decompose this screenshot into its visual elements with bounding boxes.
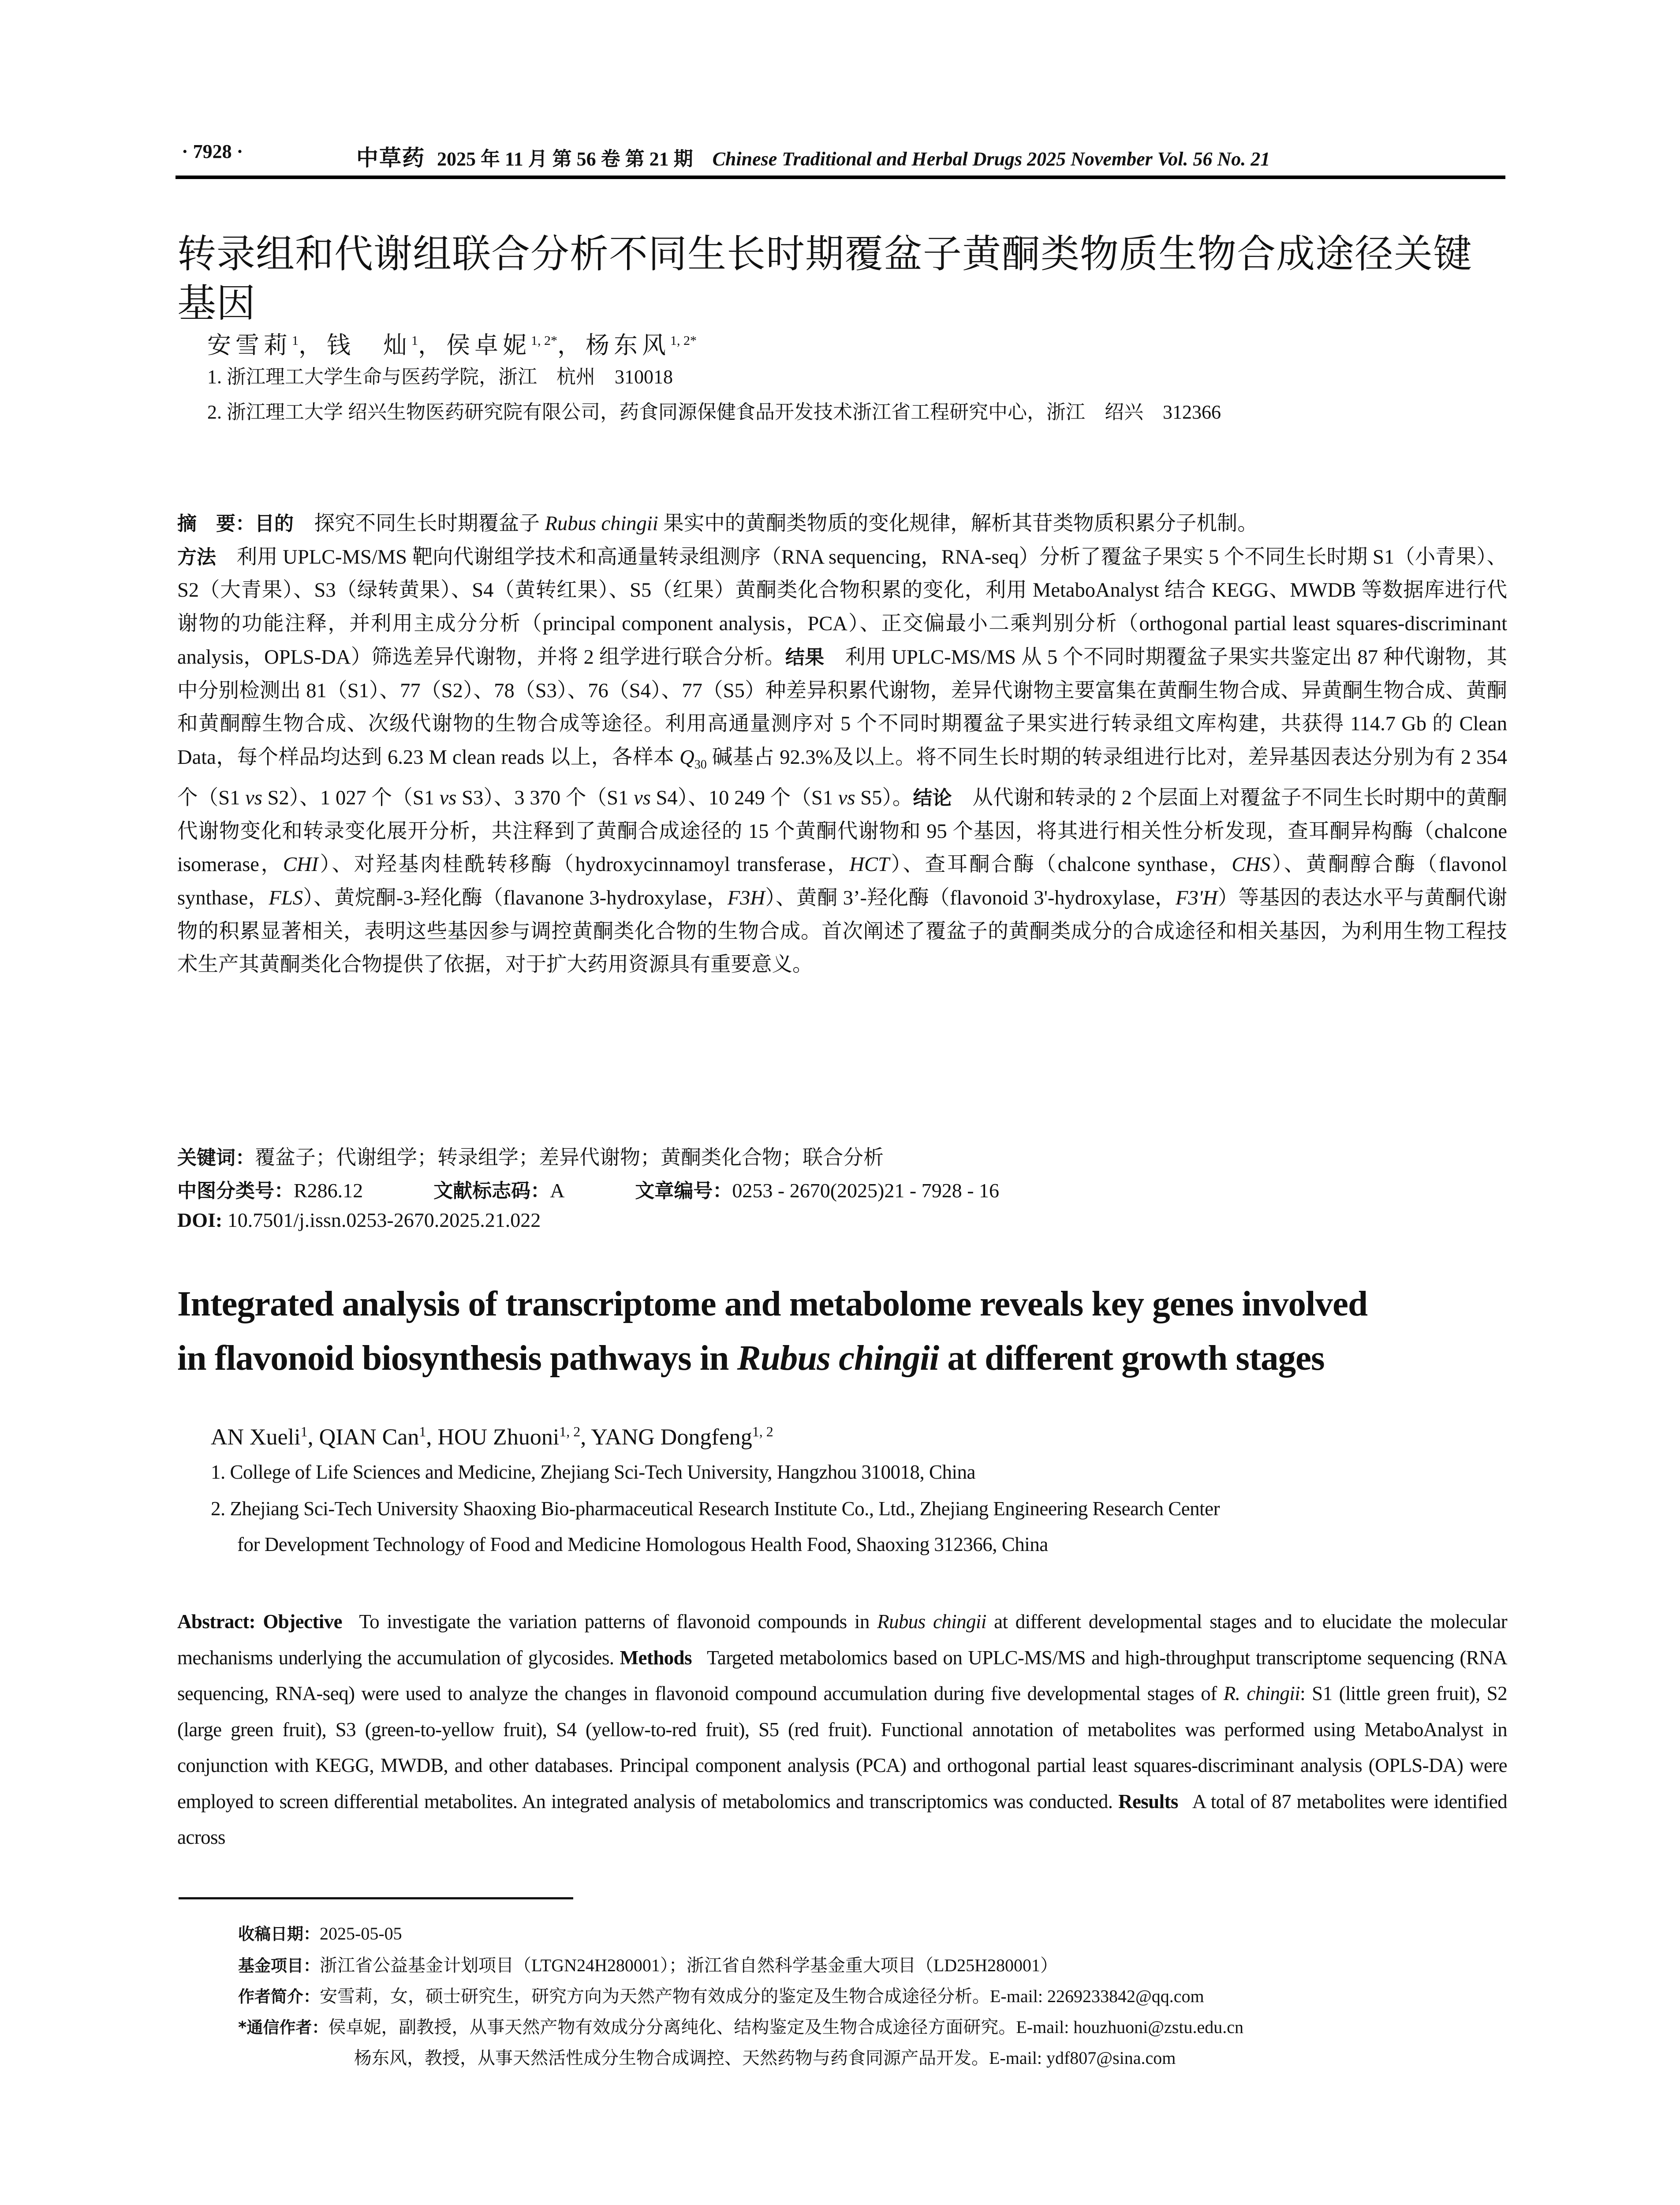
- doc-code-label: 文献标志码：: [433, 1180, 550, 1202]
- doi-label: DOI:: [177, 1209, 223, 1231]
- doi-value[interactable]: 10.7501/j.issn.0253-2670.2025.21.022: [227, 1209, 541, 1231]
- results-text: S5）。: [855, 786, 913, 809]
- journal-logo: 中草药: [356, 145, 425, 171]
- methods-en-text: Targeted metabolomics based on UPLC-MS/MS and high-throughput transcriptome sequencing (RNA sequencing, RNA-seq) were used to analyze the changes in flavonoid compound accumulation during five developmental stages of: [177, 1646, 1507, 1704]
- keywords-label: 关键词：: [177, 1147, 255, 1169]
- abstract-en-label: Abstract: Objective: [177, 1611, 342, 1633]
- author-name: 安雪莉: [207, 332, 292, 359]
- running-header: [175, 140, 1505, 171]
- abstract-cn: [177, 507, 1507, 982]
- fund-label: 基金项目：: [238, 1956, 320, 1975]
- clc-label: 中图分类号：: [177, 1180, 294, 1202]
- title-en-line: at different growth stages: [939, 1338, 1325, 1378]
- author-name: AN Xueli: [211, 1424, 301, 1450]
- affiliation-cn-2: 2. 浙江理工大学 绍兴生物医药研究院有限公司，药食同源保健食品开发技术浙江省工程研究中心，浙江 绍兴 312366: [207, 401, 1221, 423]
- fund-value: 浙江省公益基金计划项目（LTGN24H280001）；浙江省自然科学基金重大项目（LD25H280001）: [320, 1955, 1058, 1975]
- author-affiliation-mark: 1, 2: [752, 1424, 773, 1439]
- q30-symbol: Q: [679, 746, 694, 769]
- gene-symbol: HCT: [849, 853, 889, 876]
- species-name-short: R. chingii: [1223, 1682, 1300, 1704]
- bio-label: 作者简介：: [238, 1987, 320, 2006]
- bio-value: 安雪莉，女，硕士研究生，研究方向为天然产物有效成分的鉴定及生物合成途径分析。E-mail: 2269233842@qq.com: [320, 1986, 1204, 2006]
- results-text: S4）、10 249 个（S1: [650, 786, 838, 809]
- affiliation-cn-1: 1. 浙江理工大学生命与医药学院，浙江 杭州 310018: [207, 366, 673, 388]
- results-en-text: A total of 87 metabolites were identified across: [177, 1790, 1508, 1848]
- keywords-value: 覆盆子；代谢组学；转录组学；差异代谢物；黄酮类化合物；联合分析: [255, 1146, 884, 1169]
- results-text: S3）、3 370 个（S1: [456, 786, 634, 809]
- fund-info: [238, 1951, 1058, 1977]
- corr-value-1: 侯卓妮，副教授，从事天然产物有效成分分离纯化、结构鉴定及生物合成途径方面研究。E-mail: houzhuoni@zstu.edu.cn: [328, 2017, 1243, 2037]
- methods-en-label: Methods: [620, 1646, 692, 1669]
- objective-text: 探究不同生长时期覆盆子: [314, 512, 540, 535]
- author-name: QIAN Can: [319, 1424, 419, 1450]
- author-separator: ，: [299, 332, 327, 359]
- author-separator: ，: [418, 332, 446, 359]
- received-value: 2025-05-05: [320, 1924, 402, 1943]
- footnote-rule: [179, 1897, 573, 1899]
- author-affiliation-mark: 1, 2: [559, 1424, 581, 1439]
- authors-cn: [207, 326, 697, 360]
- methods-en-text: : S1 (little green fruit), S2 (large green fruit), S3 (green-to-yellow fruit), S4 (yellow-to-red fruit), S5 (red fruit). Functional annotation of metabolites was performed using MetaboAnalyst in conjunction with KEGG, MWDB, and other databases. Principal component analysis (PCA) and orthogonal partial least squares-discriminant analysis (OPLS-DA) were employed to screen differential metabolites. An integrated analysis of metabolomics and transcriptomics was conducted.: [177, 1682, 1507, 1813]
- author-affiliation-mark: 1, 2*: [531, 333, 557, 348]
- gene-symbol: CHS: [1232, 853, 1271, 876]
- abstract-label: 摘 要：: [177, 512, 255, 535]
- species-name: Rubus chingii: [737, 1338, 939, 1378]
- results-en-label: Results: [1118, 1790, 1178, 1813]
- methods-label: 方法: [177, 546, 217, 568]
- objective-en-text: at different developmental stages and to elucidate the molecular mechanisms underlying the accumulation of glycosides.: [177, 1611, 1507, 1669]
- title-en-line: in flavonoid biosynthesis pathways in: [177, 1338, 737, 1378]
- journal-issue-en: Chinese Traditional and Herbal Drugs 2025 November Vol. 56 No. 21: [712, 148, 1270, 170]
- conclusion-text: ）等基因的表达水平与黄酮代谢物的积累显著相关，表明这些基因参与调控黄酮类化合物的生物合成。首次阐述了覆盆子的黄酮类成分的合成途径和相关基因，为利用生物工程技术生产其黄酮类化合物提供了依据，对于扩大药用资源具有重要意义。: [177, 887, 1508, 976]
- corresponding-author-2: 杨东风，教授，从事天然活性成分生物合成调控、天然药物与药食同源产品开发。E-mail: ydf807@sina.com: [354, 2048, 1176, 2068]
- corresponding-author: [238, 2013, 1243, 2038]
- gene-symbol: CHI: [283, 853, 318, 876]
- keywords: [177, 1141, 884, 1170]
- journal-issue-cn: 2025 年 11 月 第 56 卷 第 21 期: [437, 148, 693, 170]
- clc-value: R286.12: [294, 1179, 363, 1202]
- author-affiliation-mark: 1: [292, 333, 299, 348]
- author-separator: ，: [557, 332, 586, 359]
- classification-info: [177, 1175, 999, 1203]
- article-number-value: 0253 - 2670(2025)21 - 7928 - 16: [732, 1179, 1000, 1202]
- received-date: [238, 1921, 402, 1944]
- author-name: YANG Dongfeng: [591, 1424, 752, 1450]
- author-separator: ,: [307, 1424, 319, 1450]
- author-name: 钱 灿: [327, 332, 411, 359]
- results-label: 结果: [785, 646, 825, 669]
- species-name: Rubus chingii: [877, 1611, 986, 1633]
- species-name: Rubus chingii: [545, 512, 658, 535]
- vs-text: vs: [838, 786, 855, 809]
- objective-en-text: To investigate the variation patterns of flavonoid compounds in: [359, 1611, 877, 1633]
- doc-code-value: A: [550, 1179, 565, 1202]
- author-separator: ,: [426, 1424, 438, 1450]
- conclusion-text: ）、查耳酮合酶（chalcone synthase，: [889, 853, 1232, 876]
- journal-info: [356, 140, 1270, 172]
- gene-symbol: FLS: [269, 887, 303, 910]
- objective-label: 目的: [255, 512, 294, 535]
- vs-text: vs: [439, 786, 457, 809]
- author-name: 杨东风: [586, 332, 670, 359]
- objective-text: 果实中的黄酮类物质的变化规律，解析其苷类物质积累分子机制。: [663, 512, 1258, 535]
- author-separator: ,: [580, 1424, 591, 1450]
- conclusion-text: ）、黄烷酮-3-羟化酶（flavanone 3-hydroxylase，: [302, 887, 728, 910]
- vs-text: vs: [245, 786, 262, 809]
- q30-subscript: 30: [694, 758, 707, 772]
- author-name: HOU Zhuoni: [437, 1424, 560, 1450]
- results-text: 碱基占 92.3%及以上。将不同生长时期的转录组进行比对，差异基因表达分别为有 2 354 个（S1: [177, 746, 1507, 809]
- gene-symbol: F3'H: [1176, 887, 1218, 910]
- author-name: 侯卓妮: [446, 332, 531, 359]
- doi-line: [177, 1208, 541, 1232]
- author-bio: [238, 1982, 1204, 2007]
- gene-symbol: F3H: [727, 887, 765, 910]
- author-affiliation-mark: 1: [411, 333, 418, 348]
- article-title-cn: 转录组和代谢组联合分析不同生长时期覆盆子黄酮类物质生物合成途径关键基因: [177, 231, 1473, 326]
- title-en-line: Integrated analysis of transcriptome and metabolome reveals key genes involved: [177, 1284, 1368, 1323]
- conclusion-label: 结论: [913, 786, 952, 809]
- author-affiliation-mark: 1, 2*: [670, 333, 697, 348]
- corr-label: *通信作者：: [238, 2018, 329, 2037]
- affiliation-en-1: 1. College of Life Sciences and Medicine, Zhejiang Sci-Tech University, Hangzhou 310018, China: [211, 1461, 975, 1483]
- conclusion-text: ）、黄酮醇合酶（flavonol synthase，: [177, 853, 1507, 910]
- results-text: S2）、1 027 个（S1: [262, 786, 440, 809]
- author-affiliation-mark: 1: [300, 1424, 308, 1439]
- article-title-en: [177, 1277, 1518, 1385]
- methods-text: 利用 UPLC-MS/MS 靶向代谢组学技术和高通量转录组测序（RNA sequencing，RNA-seq）分析了覆盆子果实 5 个不同生长时期 S1（小青果）、S2（大青果）、S3（绿转黄果）、S4（黄转红果）、S5（红果）黄酮类化合物积累的变化，利用 MetaboAnalyst 结合 KEGG、MWDB 等数据库进行代谢物的功能注释，并利用主成分分析（principal component analysis，PCA）、正交偏最小二乘判别分析（orthogonal partial least squares-discriminant analysis，OPLS-DA）筛选差异代谢物，并将 2 组学进行联合分析。: [177, 546, 1508, 669]
- authors-en: [211, 1424, 773, 1450]
- conclusion-text: ）、黄酮 3’-羟化酶（flavonoid 3'-hydroxylase，: [765, 887, 1176, 910]
- affiliation-en-2-cont: for Development Technology of Food and Medicine Homologous Health Food, Shaoxing 312366, China: [237, 1533, 1048, 1555]
- affiliation-en-2: 2. Zhejiang Sci-Tech University Shaoxing Bio-pharmaceutical Research Institute Co., Ltd., Zhejiang Engineering Research Center: [211, 1498, 1220, 1520]
- received-label: 收稿日期：: [238, 1925, 320, 1943]
- page-number: · 7928 ·: [182, 141, 243, 162]
- conclusion-text: 从代谢和转录的 2 个层面上对覆盆子不同生长时期中的黄酮代谢物变化和转录变化展开分析，共注释到了黄酮合成途径的 15 个黄酮代谢物和 95 个基因，将其进行相关性分析发现，查耳酮异构酶（chalcone isomerase，: [177, 786, 1507, 876]
- author-affiliation-mark: 1: [419, 1424, 426, 1439]
- vs-text: vs: [634, 786, 651, 809]
- abstract-en: [177, 1604, 1507, 1856]
- header-rule: [175, 176, 1505, 179]
- conclusion-text: ）、对羟基肉桂酰转移酶（hydroxycinnamoyl transferase，: [318, 853, 850, 876]
- article-number-label: 文章编号：: [635, 1180, 732, 1202]
- results-text: 利用 UPLC-MS/MS 从 5 个不同时期覆盆子果实共鉴定出 87 种代谢物，其中分别检测出 81（S1）、77（S2）、78（S3）、76（S4）、77（S5）种差异积累代谢物，差异代谢物主要富集在黄酮生物合成、异黄酮生物合成、黄酮和黄酮醇生物合成、次级代谢物的生物合成等途径。利用高通量测序对 5 个不同时期覆盆子果实进行转录组文库构建，共获得 114.7 Gb 的 Clean Data，每个样品均达到 6.23 M clean reads 以上，各样本: [177, 646, 1507, 769]
